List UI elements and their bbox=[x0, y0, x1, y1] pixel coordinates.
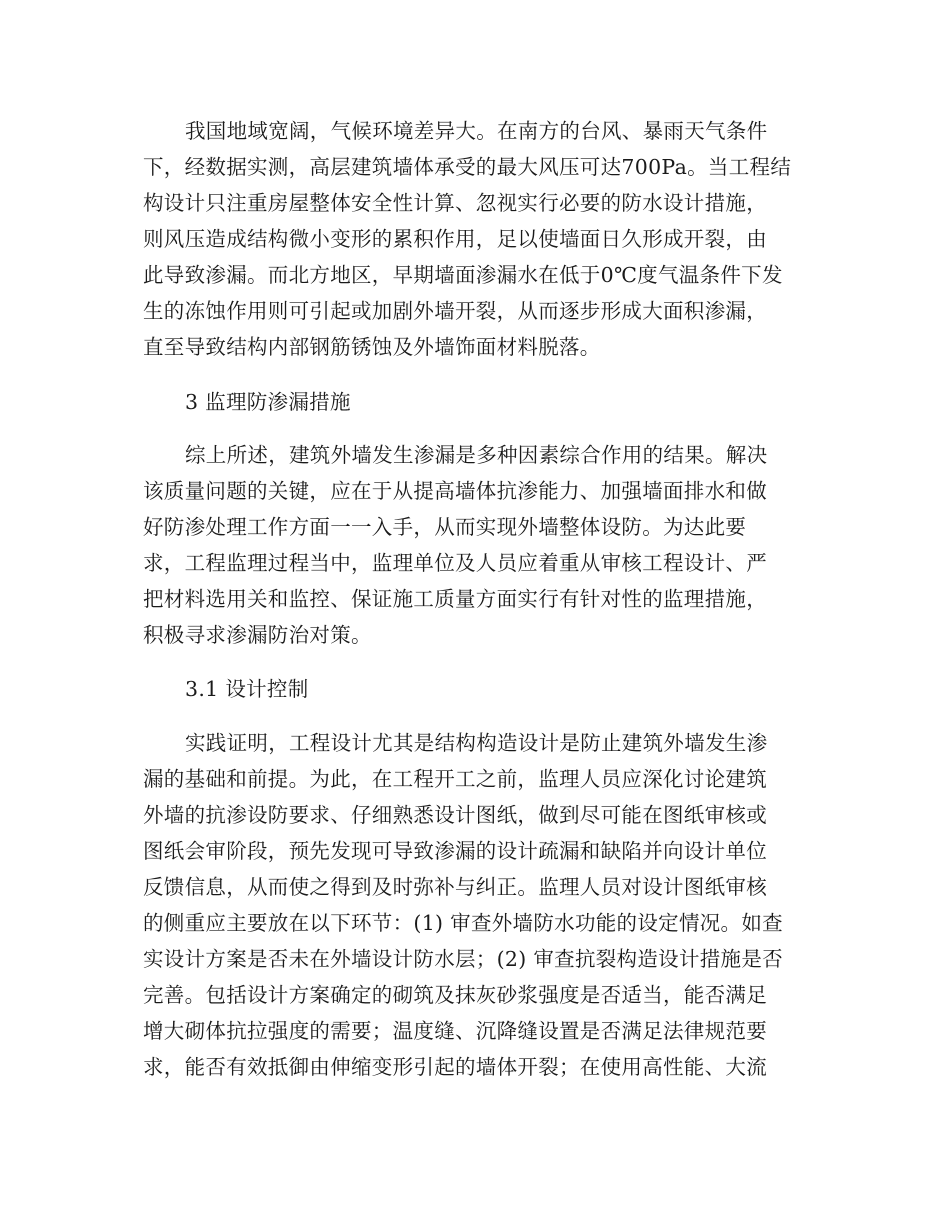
paragraph-line: 增大砌体抗拉强度的需要；温度缝、沉降缝设置是否满足法律规范要 bbox=[143, 1019, 767, 1043]
paragraph-line: 漏的基础和前提。为此，在工程开工之前，监理人员应深化讨论建筑 bbox=[143, 767, 767, 791]
paragraph-line: 该质量问题的关键，应在于从提高墙体抗渗能力、加强墙面排水和做 bbox=[143, 479, 767, 503]
paragraph-line: 则风压造成结构微小变形的累积作用，足以使墙面日久形成开裂，由 bbox=[143, 227, 767, 251]
paragraph-line: 完善。包括设计方案确定的砌筑及抹灰砂浆强度是否适当，能否满足 bbox=[143, 983, 767, 1007]
paragraph-line: 下，经数据实测，高层建筑墙体承受的最大风压可达700Pa。当工程结 bbox=[143, 155, 792, 179]
paragraph-line: 好防渗处理工作方面一一入手，从而实现外墙整体设防。为达此要 bbox=[143, 515, 747, 539]
paragraph-line: 求，工程监理过程当中，监理单位及人员应着重从审核工程设计、严 bbox=[143, 551, 767, 575]
paragraph-line: 积极寻求渗漏防治对策。 bbox=[143, 623, 372, 647]
paragraph-line: 实设计方案是否未在外墙设计防水层；(2) 审查抗裂构造设计措施是否 bbox=[143, 947, 783, 971]
paragraph-line: 直至导致结构内部钢筋锈蚀及外墙饰面材料脱落。 bbox=[143, 335, 601, 359]
paragraph-line: 此导致渗漏。而北方地区，早期墙面渗漏水在低于0℃度气温条件下发 bbox=[143, 263, 783, 287]
paragraph-line: 综上所述，建筑外墙发生渗漏是多种因素综合作用的结果。解决 bbox=[185, 443, 768, 467]
paragraph-line: 我国地域宽阔，气候环境差异大。在南方的台风、暴雨天气条件 bbox=[185, 119, 768, 143]
paragraph-line: 反馈信息，从而使之得到及时弥补与纠正。监理人员对设计图纸审核 bbox=[143, 875, 767, 899]
paragraph-line: 生的冻蚀作用则可引起或加剧外墙开裂，从而逐步形成大面积渗漏， bbox=[143, 299, 767, 323]
paragraph-line: 求，能否有效抵御由伸缩变形引起的墙体开裂；在使用高性能、大流 bbox=[143, 1055, 767, 1079]
subsection-heading: 3.1 设计控制 bbox=[185, 677, 309, 701]
paragraph-line: 构设计只注重房屋整体安全性计算、忽视实行必要的防水设计措施， bbox=[143, 191, 767, 215]
paragraph-line: 把材料选用关和监控、保证施工质量方面实行有针对性的监理措施， bbox=[143, 587, 767, 611]
paragraph-line: 图纸会审阶段，预先发现可导致渗漏的设计疏漏和缺陷并向设计单位 bbox=[143, 839, 767, 863]
paragraph-line: 实践证明，工程设计尤其是结构构造设计是防止建筑外墙发生渗 bbox=[185, 731, 768, 755]
paragraph-line: 外墙的抗渗设防要求、仔细熟悉设计图纸，做到尽可能在图纸审核或 bbox=[143, 803, 767, 827]
paragraph-line: 的侧重应主要放在以下环节：(1) 审查外墙防水功能的设定情况。如查 bbox=[143, 911, 783, 935]
section-heading: 3 监理防渗漏措施 bbox=[185, 390, 351, 414]
